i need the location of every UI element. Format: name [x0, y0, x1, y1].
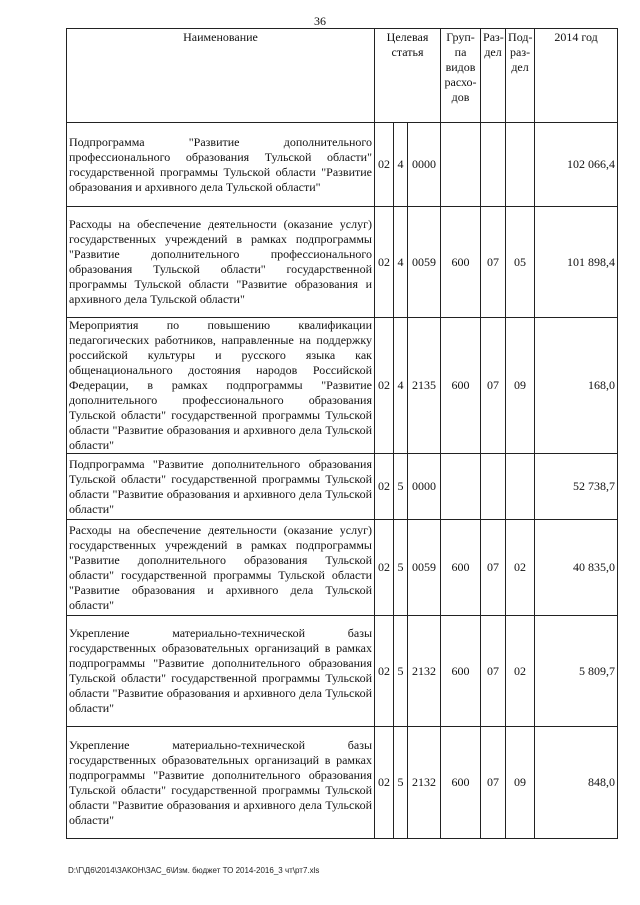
- target-code-item: 2135: [408, 318, 441, 454]
- target-code-program: 02: [375, 727, 394, 839]
- row-name: Укрепление материально-технической базы государственных образовательных организаций в рамках подпрограммы "Развитие дополнительного образования Тульской области" государственной программы Тульской области "Развитие образования и архивного дела Тульской области": [67, 727, 375, 839]
- page-number: 36: [314, 14, 326, 28]
- section-code: [481, 454, 506, 520]
- expense-group-code: 600: [441, 318, 481, 454]
- target-code-program: 02: [375, 123, 394, 207]
- subsection-code: 05: [506, 207, 535, 318]
- target-code-item: 0000: [408, 454, 441, 520]
- target-code-program: 02: [375, 520, 394, 616]
- target-code-program: 02: [375, 207, 394, 318]
- header-subsection: Под-раз-дел: [506, 29, 535, 123]
- target-code-subprogram: 5: [394, 454, 408, 520]
- amount-2014: 5 809,7: [535, 616, 618, 727]
- target-code-item: 0000: [408, 123, 441, 207]
- header-target-article: Целевая статья: [375, 29, 441, 123]
- subsection-code: [506, 454, 535, 520]
- target-code-item: 0059: [408, 520, 441, 616]
- target-code-program: 02: [375, 616, 394, 727]
- expense-group-code: 600: [441, 520, 481, 616]
- row-name: Мероприятия по повышению квалификации педагогических работников, направленные на поддержку российской культуры и русского языка как общенационального достояния народов Российской Федерации, в рамках подпрограммы "Развитие дополнительного профессионального образования Тульской области" государственной программы Тульской области "Развитие образования и архивного дела Тульской области": [67, 318, 375, 454]
- target-code-program: 02: [375, 318, 394, 454]
- amount-2014: 848,0: [535, 727, 618, 839]
- table-row: [67, 318, 618, 454]
- expense-group-code: 600: [441, 207, 481, 318]
- section-code: 07: [481, 616, 506, 727]
- file-path-footer: D:\Г\Д6\2014\ЗАКОН\ЗАС_6\Изм. бюджет ТО 2014-2016_3 чт\рт7.xls: [68, 866, 320, 875]
- target-code-subprogram: 4: [394, 318, 408, 454]
- target-code-subprogram: 5: [394, 727, 408, 839]
- target-code-item: 2132: [408, 616, 441, 727]
- budget-table: [66, 28, 618, 839]
- expense-group-code: [441, 123, 481, 207]
- table-row: [67, 520, 618, 616]
- row-name: Расходы на обеспечение деятельности (оказание услуг) государственных учреждений в рамках подпрограммы "Развитие дополнительного профессионального образования Тульской области" государственной программы Тульской области "Развитие образования и архивного дела Тульской области": [67, 207, 375, 318]
- section-code: 07: [481, 318, 506, 454]
- amount-2014: 101 898,4: [535, 207, 618, 318]
- section-code: 07: [481, 520, 506, 616]
- row-name: Укрепление материально-технической базы государственных образовательных организаций в рамках подпрограммы "Развитие дополнительного образования Тульской области" государственной программы Тульской области "Развитие образования и архивного дела Тульской области": [67, 616, 375, 727]
- target-code-subprogram: 5: [394, 616, 408, 727]
- subsection-code: 09: [506, 727, 535, 839]
- header-name: Наименование: [67, 29, 375, 123]
- amount-2014: 52 738,7: [535, 454, 618, 520]
- table-row: [67, 207, 618, 318]
- subsection-code: 02: [506, 616, 535, 727]
- table-row: [67, 454, 618, 520]
- target-code-program: 02: [375, 454, 394, 520]
- subsection-code: 02: [506, 520, 535, 616]
- subsection-code: [506, 123, 535, 207]
- header-year-2014: 2014 год: [535, 29, 618, 123]
- amount-2014: 102 066,4: [535, 123, 618, 207]
- table-row: [67, 123, 618, 207]
- expense-group-code: 600: [441, 727, 481, 839]
- header-expense-group: Груп-па видов расхо-дов: [441, 29, 481, 123]
- section-code: 07: [481, 727, 506, 839]
- section-code: [481, 123, 506, 207]
- row-name: Подпрограмма "Развитие дополнительного профессионального образования Тульской области" государственной программы Тульской области "Развитие образования и архивного дела Тульской области": [67, 123, 375, 207]
- amount-2014: 168,0: [535, 318, 618, 454]
- target-code-subprogram: 5: [394, 520, 408, 616]
- target-code-item: 0059: [408, 207, 441, 318]
- header-section: Раз-дел: [481, 29, 506, 123]
- row-name: Подпрограмма "Развитие дополнительного образования Тульской области" государственной программы Тульской области "Развитие образования и архивного дела Тульской области": [67, 454, 375, 520]
- expense-group-code: [441, 454, 481, 520]
- target-code-item: 2132: [408, 727, 441, 839]
- expense-group-code: 600: [441, 616, 481, 727]
- row-name: Расходы на обеспечение деятельности (оказание услуг) государственных учреждений в рамках подпрограммы "Развитие дополнительного образования Тульской области" государственной программы Тульской области "Развитие образования и архивного дела Тульской области": [67, 520, 375, 616]
- amount-2014: 40 835,0: [535, 520, 618, 616]
- subsection-code: 09: [506, 318, 535, 454]
- table-header-row: [67, 29, 618, 123]
- section-code: 07: [481, 207, 506, 318]
- target-code-subprogram: 4: [394, 123, 408, 207]
- target-code-subprogram: 4: [394, 207, 408, 318]
- table-row: [67, 616, 618, 727]
- table-row: [67, 727, 618, 839]
